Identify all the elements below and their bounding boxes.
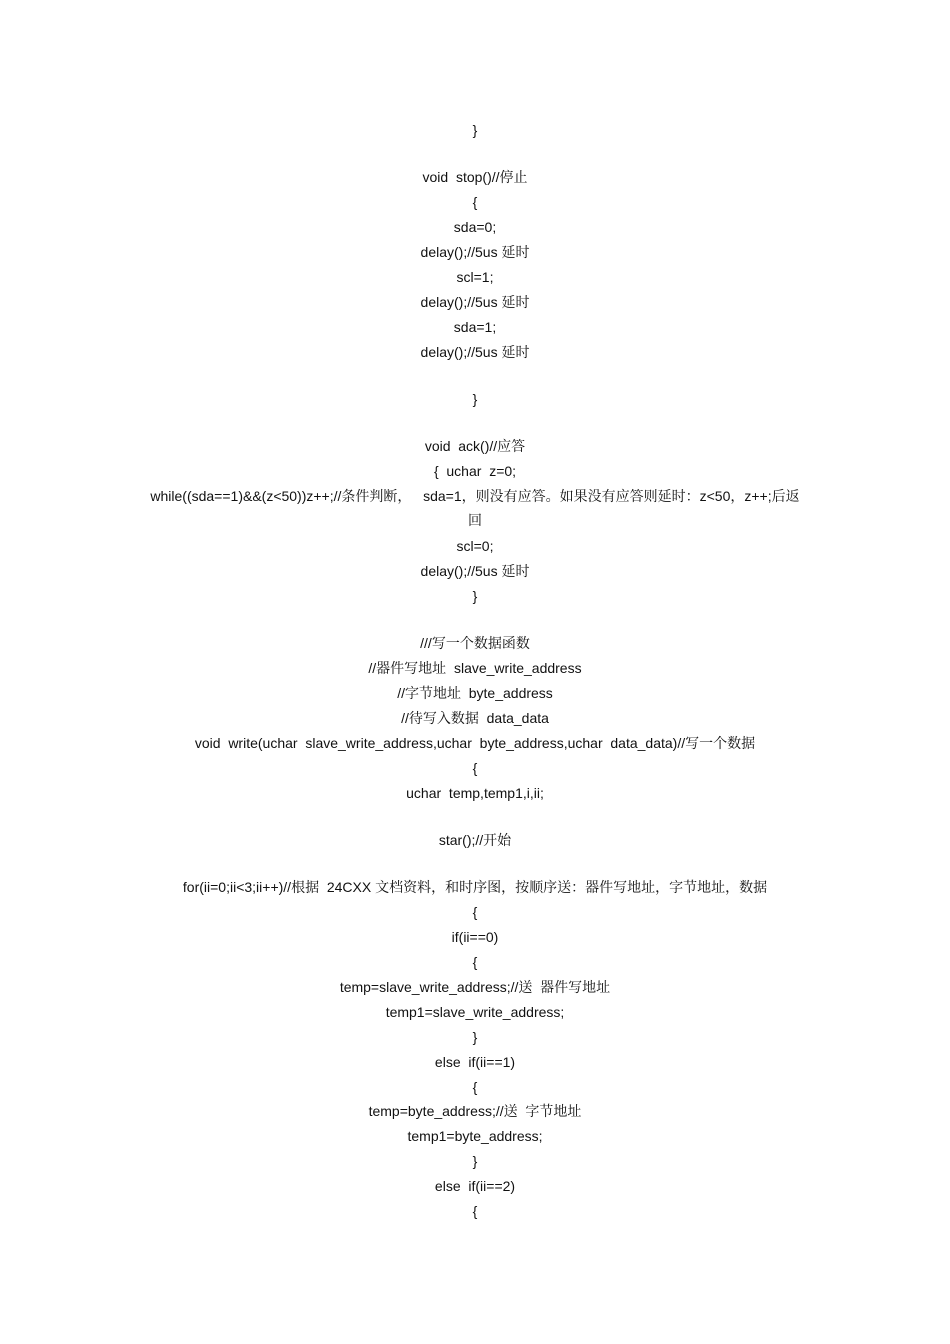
- code-line: { uchar z=0;: [433, 463, 517, 479]
- code-line: star();//开始: [438, 832, 512, 848]
- code-line: while((sda==1)&&(z<50))z++;//条件判断， sda=1，则没有应答。如果没有应答则延时：z<50，z++;后返: [150, 488, 800, 504]
- code-line: {: [472, 1079, 478, 1095]
- code-line: {: [472, 760, 478, 776]
- comment-line: //器件写地址 slave_write_address: [368, 660, 582, 676]
- code-line: else if(ii==1): [434, 1054, 516, 1070]
- code-line: void ack()//应答: [424, 438, 526, 454]
- code-line: 回: [468, 512, 482, 528]
- code-line: temp=slave_write_address;//送 器件写地址: [339, 979, 611, 995]
- code-line: temp1=slave_write_address;: [385, 1004, 565, 1020]
- code-line: for(ii=0;ii<3;ii++)//根据 24CXX 文档资料，和时序图，按顺序送：器件写地址，字节地址，数据: [182, 879, 768, 895]
- comment-line: //待写入数据 data_data: [401, 710, 549, 726]
- code-line: delay();//5us 延时: [420, 344, 530, 360]
- code-line: uchar temp,temp1,i,ii;: [406, 785, 544, 801]
- code-line: scl=1;: [456, 269, 494, 285]
- code-line: }: [472, 122, 478, 138]
- code-line: {: [472, 194, 478, 210]
- code-line: void stop()//停止: [422, 169, 528, 185]
- code-line: }: [472, 1153, 478, 1169]
- code-line: sda=0;: [453, 219, 497, 235]
- code-line: scl=0;: [456, 538, 494, 554]
- code-line: temp1=byte_address;: [407, 1128, 543, 1144]
- code-line: void write(uchar slave_write_address,uchar byte_address,uchar data_data)//写一个数据: [194, 735, 756, 751]
- code-line: {: [472, 904, 478, 920]
- code-line: temp=byte_address;//送 字节地址: [368, 1103, 582, 1119]
- comment-line: ///写一个数据函数: [420, 635, 530, 651]
- code-line: delay();//5us 延时: [420, 294, 530, 310]
- comment-line: //字节地址 byte_address: [397, 685, 553, 701]
- code-line: else if(ii==2): [434, 1178, 516, 1194]
- code-line: sda=1;: [453, 319, 497, 335]
- code-line: {: [472, 1203, 478, 1219]
- code-line: }: [472, 391, 478, 407]
- code-line: if(ii==0): [451, 929, 499, 945]
- code-line: {: [472, 954, 478, 970]
- code-line: delay();//5us 延时: [420, 244, 530, 260]
- code-line: delay();//5us 延时: [420, 563, 530, 579]
- code-line: }: [472, 1029, 478, 1045]
- code-line: }: [472, 588, 478, 604]
